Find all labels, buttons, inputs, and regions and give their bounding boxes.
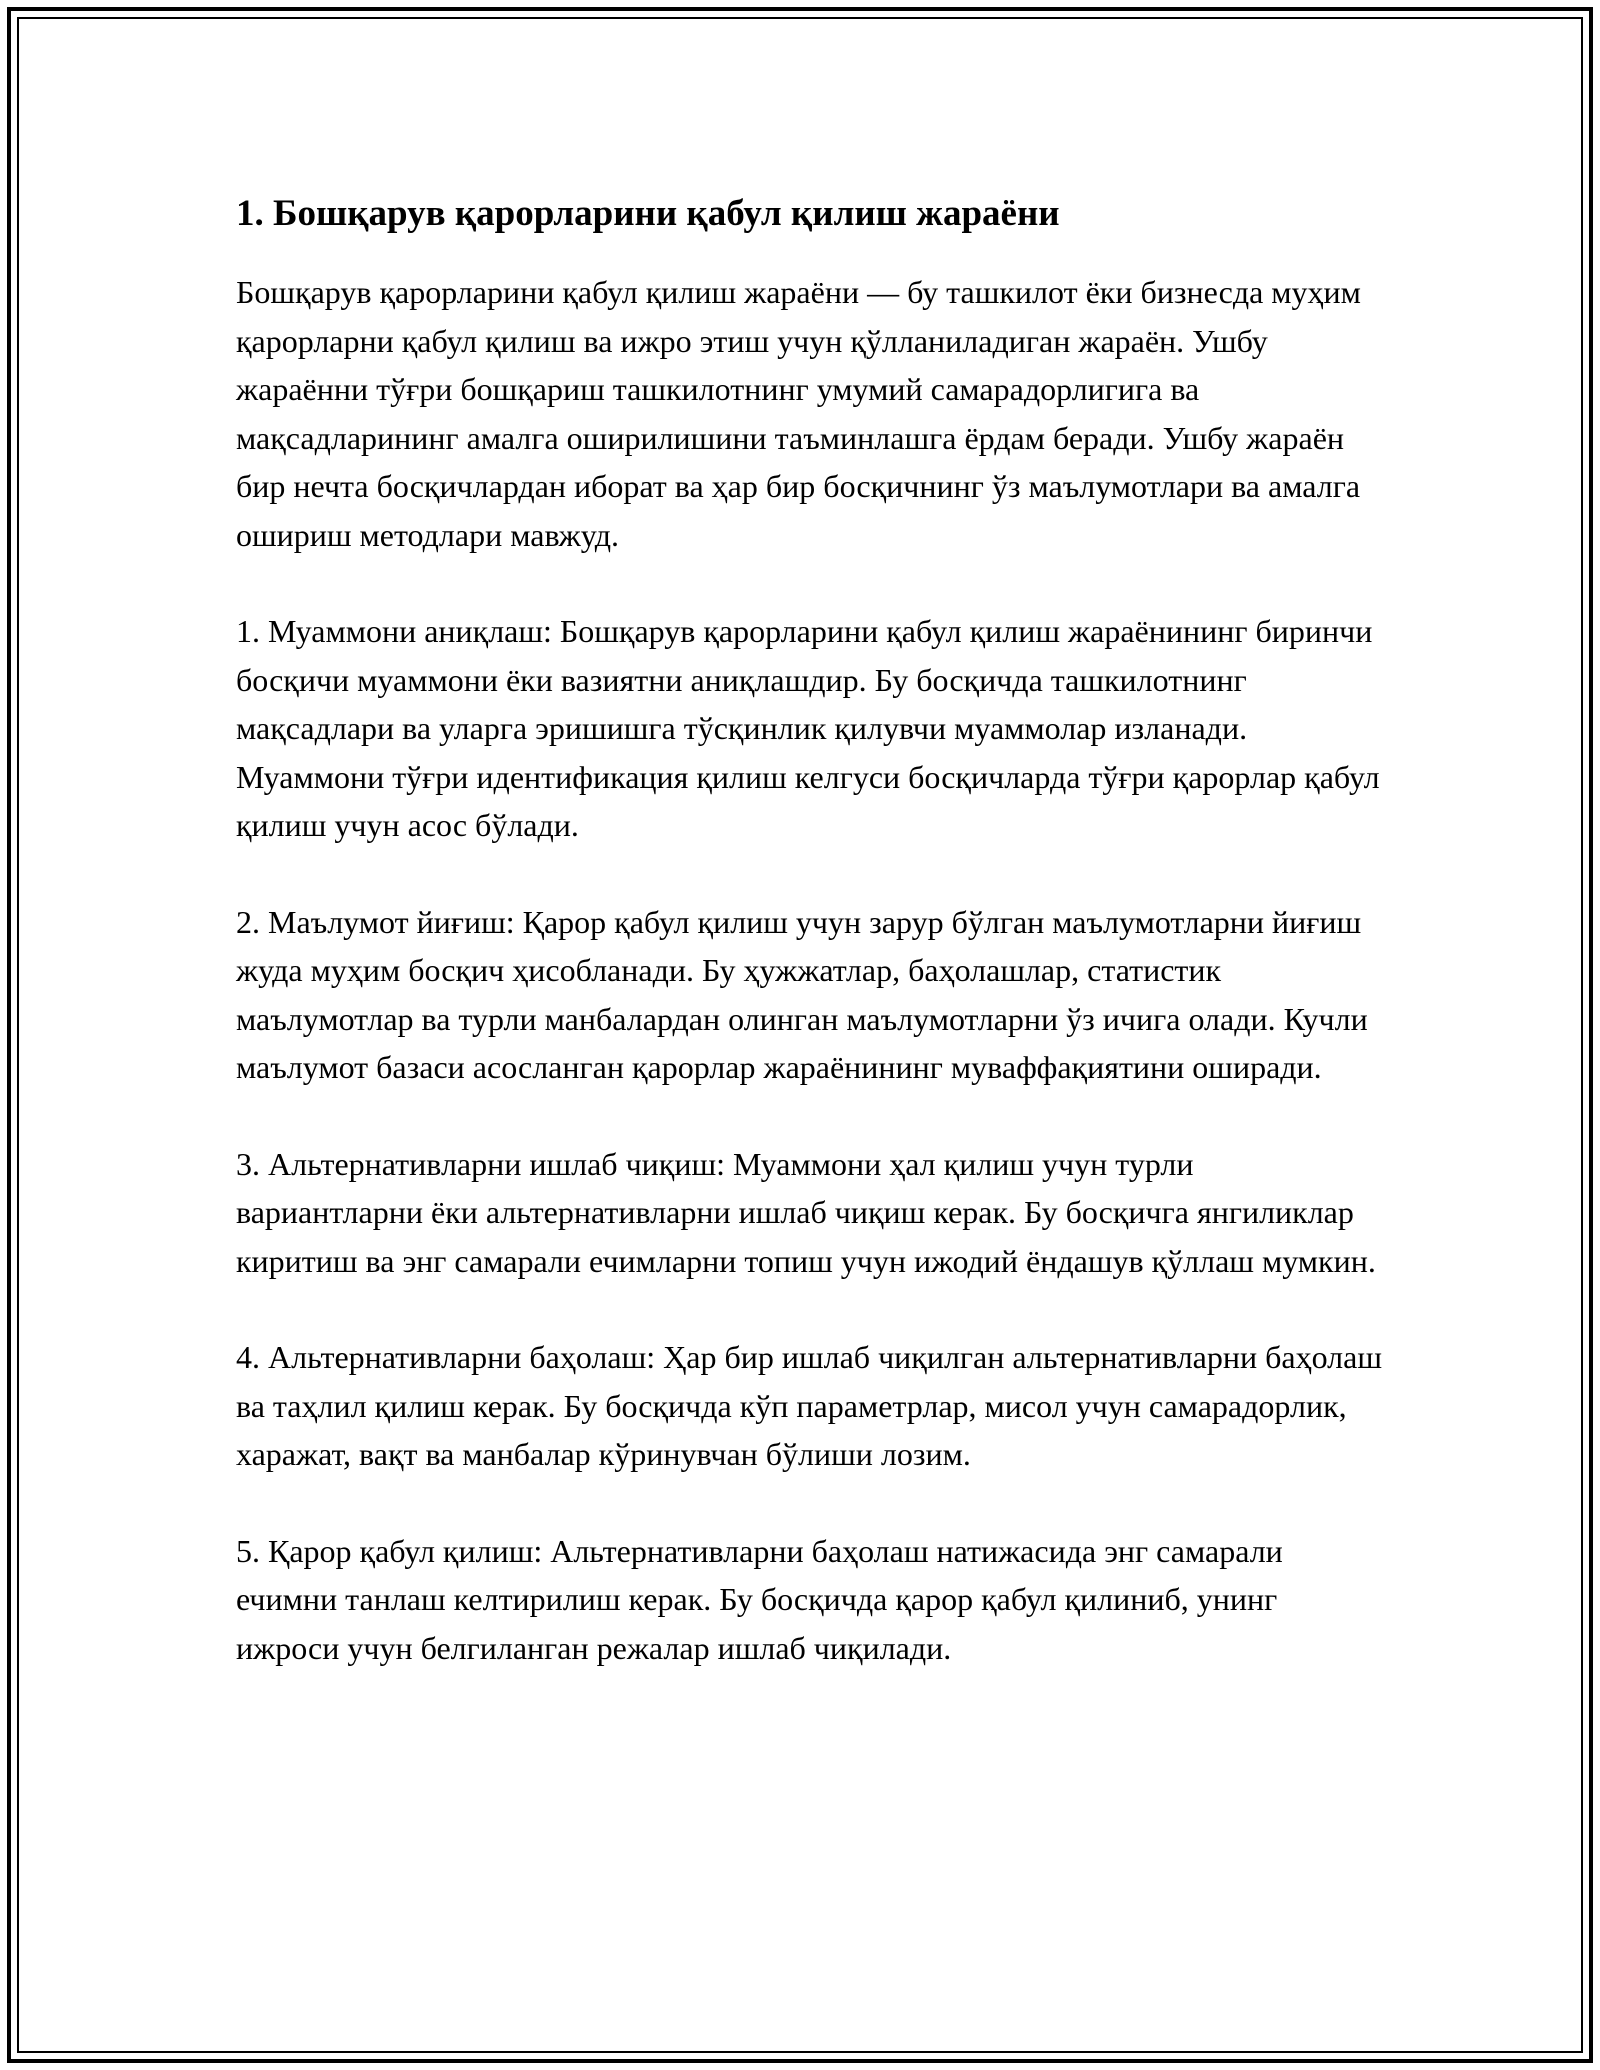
document-title: 1. Бошқарув қарорларини қабул қилиш жараёни (236, 193, 1060, 234)
step-2-paragraph: 2. Маълумот йиғиш: Қарор қабул қилиш учун зарур бўлган маълумотларни йиғиш жуда муҳим босқич ҳисобланади. Бу ҳужжатлар, баҳолашлар, статистик маълумотлар ва турли манбалардан олинган маълумотларни ўз ичига олади. Кучли маълумот базаси асосланган қарорлар жараёнининг муваффақиятини оширади. (236, 903, 1368, 1085)
step-1-paragraph: 1. Муаммони аниқлаш: Бошқарув қарорларини қабул қилиш жараёнининг биринчи босқичи муаммони ёки вазиятни аниқлашдир. Бу босқичда ташкилотнинг мақсадлари ва уларга эришишга тўсқинлик қилувчи муаммолар изланади. Муаммони тўғри идентификация қилиш келгуси босқичларда тўғри қарорлар қабул қилиш учун асос бўлади. (236, 613, 1380, 843)
step-4-paragraph: 4. Альтернативларни баҳолаш: Ҳар бир ишлаб чиқилган альтернативларни баҳолаш ва таҳлил қилиш керак. Бу босқичда кўп параметрлар, мисол учун самарадорлик, харажат, вақт ва манбалар кўринувчан бўлиши лозим. (236, 1339, 1382, 1472)
step-5-paragraph: 5. Қарор қабул қилиш: Альтернативларни баҳолаш натижасида энг самарали ечимни танлаш келтирилиш керак. Бу босқичда қарор қабул қилиниб, унинг ижроси учун белгиланган режалар ишлаб чиқилади. (236, 1532, 1283, 1666)
intro-paragraph: Бошқарув қарорларини қабул қилиш жараёни — бу ташкилот ёки бизнесда муҳим қарорларни қабул қилиш ва ижро этиш учун қўлланиладиган жараён. Ушбу жараённи тўғри бошқариш ташкилотнинг умумий самарадорлигига ва мақсадларининг амалга оширилишини таъминлашга ёрдам беради. Ушбу жараён бир нечта босқичлардан иборат ва ҳар бир босқичнинг ўз маълумотлари ва амалга ошириш методлари мавжуд. (236, 274, 1361, 553)
document-body (236, 186, 1386, 1672)
step-3-paragraph: 3. Альтернативларни ишлаб чиқиш: Муаммони ҳал қилиш учун турли вариантларни ёки альтернативларни ишлаб чиқиш керак. Бу босқичга янгиликлар киритиш ва энг самарали ечимларни топиш учун ижодий ёндашув қўллаш мумкин. (236, 1145, 1376, 1279)
